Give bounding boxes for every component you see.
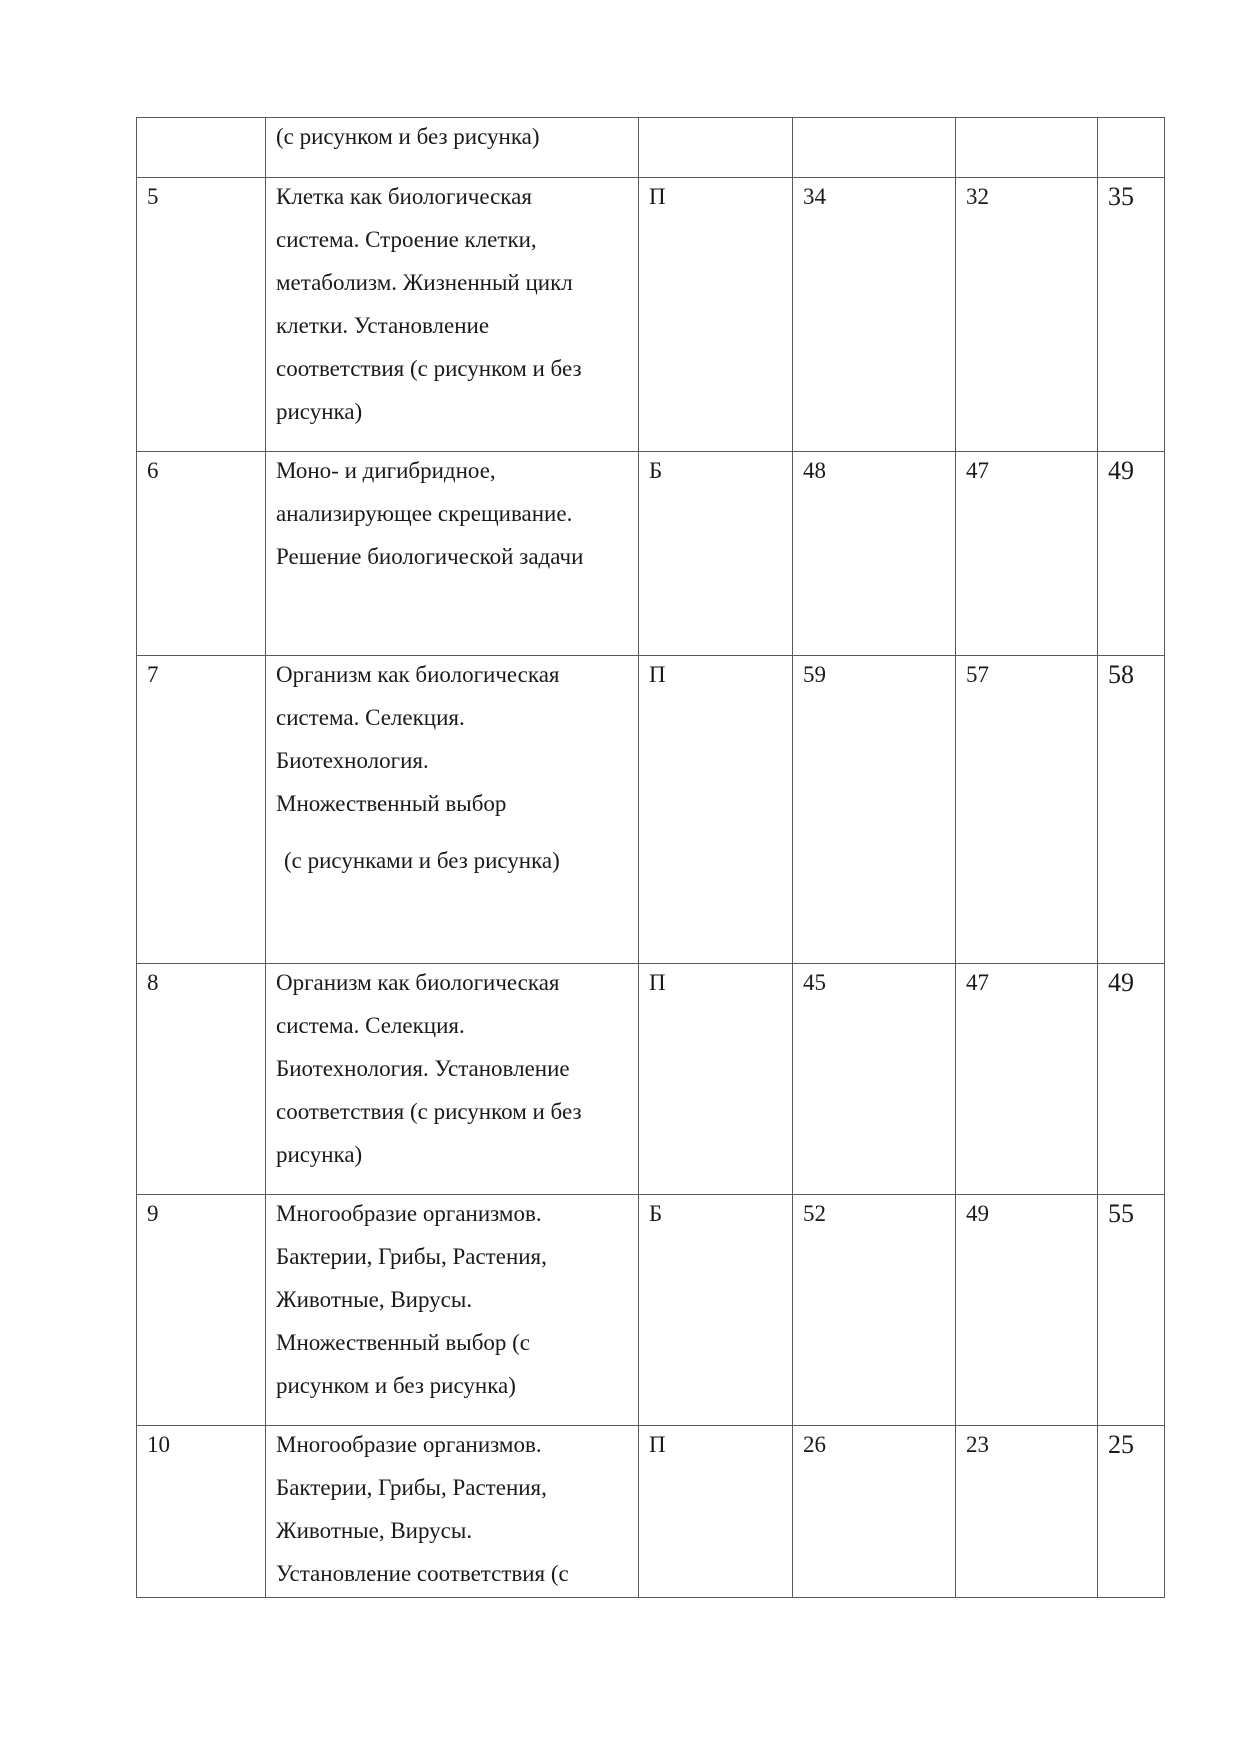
cell-value-1: 59 [793, 656, 956, 964]
table-row [137, 964, 1165, 1195]
cell-value-2: 32 [956, 178, 1098, 452]
cell-value-3 [1098, 118, 1165, 178]
cell-value-2: 47 [956, 964, 1098, 1195]
cell-value-1: 52 [793, 1195, 956, 1426]
results-table [136, 117, 1165, 1598]
cell-value-3: 35 [1098, 178, 1165, 452]
cell-value-3: 55 [1098, 1195, 1165, 1426]
cell-topic: Организм как биологическая система. Селекция. Биотехнология. Множественный выбор (с рисунками и без рисунка) [266, 656, 639, 964]
cell-task-number: 8 [137, 964, 266, 1195]
cell-value-1: 26 [793, 1426, 956, 1598]
cell-topic: Многообразие организмов. Бактерии, Грибы, Растения, Животные, Вирусы. Установление соответствия (с [266, 1426, 639, 1598]
cell-value-3: 49 [1098, 964, 1165, 1195]
cell-value-2: 23 [956, 1426, 1098, 1598]
cell-topic: Организм как биологическая система. Селекция. Биотехнология. Установление соответствия (с рисунком и без рисунка) [266, 964, 639, 1195]
cell-topic-note: (с рисунками и без рисунка) [284, 848, 560, 873]
cell-value-2 [956, 118, 1098, 178]
table-row [137, 118, 1165, 178]
cell-task-number: 5 [137, 178, 266, 452]
table-row [137, 656, 1165, 964]
cell-topic: Клетка как биологическая система. Строение клетки, метаболизм. Жизненный цикл клетки. Установление соответствия (с рисунком и без рисунка) [266, 178, 639, 452]
cell-level: Б [639, 1195, 793, 1426]
cell-value-2: 49 [956, 1195, 1098, 1426]
cell-task-number [137, 118, 266, 178]
table-row [137, 452, 1165, 656]
cell-value-3: 25 [1098, 1426, 1165, 1598]
cell-level: Б [639, 452, 793, 656]
cell-value-3: 58 [1098, 656, 1165, 964]
cell-value-1: 34 [793, 178, 956, 452]
cell-topic: Многообразие организмов. Бактерии, Грибы, Растения, Животные, Вирусы. Множественный выбор (с рисунком и без рисунка) [266, 1195, 639, 1426]
cell-level: П [639, 656, 793, 964]
cell-task-number: 6 [137, 452, 266, 656]
table-row [137, 1195, 1165, 1426]
cell-task-number: 10 [137, 1426, 266, 1598]
cell-value-1: 48 [793, 452, 956, 656]
cell-value-2: 47 [956, 452, 1098, 656]
cell-value-2: 57 [956, 656, 1098, 964]
cell-value-1 [793, 118, 956, 178]
cell-level [639, 118, 793, 178]
cell-task-number: 9 [137, 1195, 266, 1426]
cell-topic: Моно- и дигибридное, анализирующее скрещивание. Решение биологической задачи [266, 452, 639, 656]
cell-value-3: 49 [1098, 452, 1165, 656]
cell-level: П [639, 964, 793, 1195]
cell-task-number: 7 [137, 656, 266, 964]
table-row [137, 1426, 1165, 1598]
cell-value-1: 45 [793, 964, 956, 1195]
cell-topic: (с рисунком и без рисунка) [266, 118, 639, 178]
table-row [137, 178, 1165, 452]
cell-level: П [639, 1426, 793, 1598]
cell-level: П [639, 178, 793, 452]
